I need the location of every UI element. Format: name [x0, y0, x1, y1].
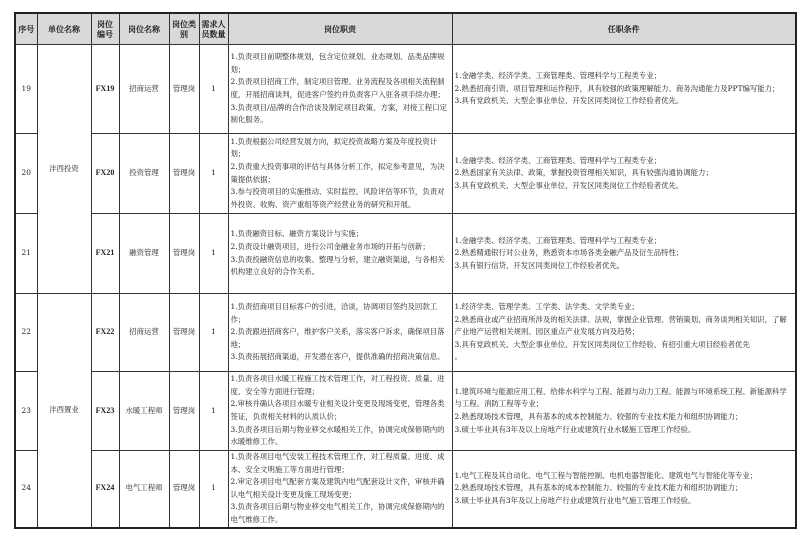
requirements: 1.经济学类、管理学类、工学类、法学类、文学类专业； 2.熟悉商业或产业招商所涉及的相关法律、法规，掌握企业管理、营销策划、商务谈判相关知识，了解产业地产运营相关规则、园区重点产业发展方向及趋势； 3.具有党政机关、大型企事业单位、开发区同类岗位工作经验、有招引重大项目经验者优先 。 [452, 294, 796, 372]
headcount: 1 [199, 294, 228, 372]
row-number: 24 [15, 451, 37, 528]
requirements: 1.电气工程及其自动化、电气工程与智能控制、电机电器智能化、建筑电气与智能化等专业； 2.熟悉现场技术管理，具有基本的成本控制能力、较强的专业技术能力和组织协调能力； 3.硕士毕业具有3年及以上房地产行业或建筑行业电气施工管理工作经验。 [452, 451, 796, 528]
table-row [15, 294, 796, 372]
position-code: FX21 [91, 214, 119, 294]
header-duties: 岗位职责 [228, 13, 452, 45]
requirements: 1.金融学类、经济学类、工商管理类、管理科学与工程类专业； 2.熟悉招商引资、项目管理和运作程序，具有较强的政策理解能力、商务沟通能力及PPT编写能力； 3.具有党政机关、大型企事业单位、开发区同类岗位工作经验者优先。 [452, 45, 796, 134]
headcount: 1 [199, 214, 228, 294]
table-row [15, 45, 796, 134]
table-row [15, 451, 796, 528]
header-no: 序号 [15, 13, 37, 45]
position-name: 投资管理 [119, 134, 169, 214]
unit-name: 沣西置业 [37, 294, 91, 528]
duties: 1.负责各项目水暖工程施工技术管理工作，对工程投资、质量、进度、安全等方面进行管理； 2.审核并确认各项目水暖专业相关设计变更及现场变更，管理各类签证，负责相关材料的认质认价； 3.负责各项目后期与物业移交水暖相关工作，协调完成保修期内的水暖维修工作。 [228, 372, 452, 451]
header-position: 岗位名称 [119, 13, 169, 45]
row-number: 22 [15, 294, 37, 372]
header-unit: 单位名称 [37, 13, 91, 45]
header-code: 岗位编号 [91, 13, 119, 45]
header-category: 岗位类别 [169, 13, 199, 45]
position-code: FX23 [91, 372, 119, 451]
table-row [15, 214, 796, 294]
headcount: 1 [199, 45, 228, 134]
headcount: 1 [199, 134, 228, 214]
position-code: FX22 [91, 294, 119, 372]
position-code: FX24 [91, 451, 119, 528]
row-number: 21 [15, 214, 37, 294]
row-number: 20 [15, 134, 37, 214]
position-code: FX19 [91, 45, 119, 134]
row-number: 23 [15, 372, 37, 451]
duties: 1.负责融资目标、融资方案设计与实施； 2.负责设计融资项目，进行公司金融业务市场的开拓与创新； 3.负责投融资信息的收集、整理与分析，建立融资渠道，与各相关机构建立良好的合作关系。 [228, 214, 452, 294]
header-row [15, 13, 796, 45]
requirements: 1.金融学类、经济学类、工商管理类、管理科学与工程类专业； 2.熟悉精通银行对公业务，熟悉资本市场各类金融产品及衍生品特性； 3.具有银行信贷、开发区同类岗位工作经验者优先。 [452, 214, 796, 294]
position-name: 电气工程师 [119, 451, 169, 528]
recruitment-table [14, 12, 797, 529]
headcount: 1 [199, 451, 228, 528]
position-name: 水暖工程师 [119, 372, 169, 451]
header-count: 需求人员数量 [199, 13, 228, 45]
unit-name: 沣西投资 [37, 45, 91, 294]
duties: 1.负责项目前期整体规划，包含定位规划、业态规划、品类品牌规划； 2.负责项目招商工作，制定项目管理、业务流程及各项相关流程制度，开展招商谈判，促进客户签约并负责客户入驻各项手续办理； 3.负责项目/品牌的合作洽谈及制定项目政策、方案，对接工程口定制化服务。 [228, 45, 452, 134]
duties: 1.负责各项目电气安装工程技术管理工作，对工程质量、进度、成本、安全文明施工等方面进行管理； 2.审定各项目电气配套方案及建筑内电气配套设计文件，审核并确认电气相关设计变更及施工现场变更； 3.负责各项目后期与物业移交电气相关工作，协调完成保修期内的电气维修工作。 [228, 451, 452, 528]
position-category: 管理岗 [169, 451, 199, 528]
position-category: 管理岗 [169, 45, 199, 134]
position-name: 招商运营 [119, 294, 169, 372]
duties: 1.负责招商项目目标客户的引进，洽谈，协调项目签约及回款工作； 2.负责跟进招商客户，维护客户关系，落实客户诉求，确保项目落地； 3.负责拓展招商渠道，开发潜在客户，提供准确的招商决策信息。 [228, 294, 452, 372]
header-requirements: 任职条件 [452, 13, 796, 45]
table-row [15, 134, 796, 214]
position-name: 融资管理 [119, 214, 169, 294]
table-row [15, 372, 796, 451]
duties: 1.负责根据公司经营发展方向，拟定投资战略方案及年度投资计划； 2.负责重大投资事项的评估与具体分析工作，拟定参考意见，为决策提供依据； 3.参与投资项目的实施推动、实时监控、风险评估等环节，负责对外投资、收购、资产重组等资产经营业务的研究和开展。 [228, 134, 452, 214]
position-category: 管理岗 [169, 294, 199, 372]
requirements: 1.建筑环境与能源应用工程、给排水科学与工程、能源与动力工程、能源与环境系统工程、新能源科学与工程、消防工程等专业； 2.熟悉现场技术管理，具有基本的成本控制能力、较强的专业技术能力和组织协调能力； 3.硕士毕业具有3年及以上房地产行业或建筑行业水暖施工管理工作经验。 [452, 372, 796, 451]
position-name: 招商运营 [119, 45, 169, 134]
position-category: 管理岗 [169, 372, 199, 451]
position-category: 管理岗 [169, 134, 199, 214]
position-category: 管理岗 [169, 214, 199, 294]
position-code: FX20 [91, 134, 119, 214]
headcount: 1 [199, 372, 228, 451]
row-number: 19 [15, 45, 37, 134]
requirements: 1.金融学类、经济学类、工商管理类、管理科学与工程类专业； 2.熟悉国家有关法律、政策，掌握投资管理相关知识，具有较强沟通协调能力； 3.具有党政机关、大型企事业单位、开发区同类岗位工作经验者优先。 [452, 134, 796, 214]
